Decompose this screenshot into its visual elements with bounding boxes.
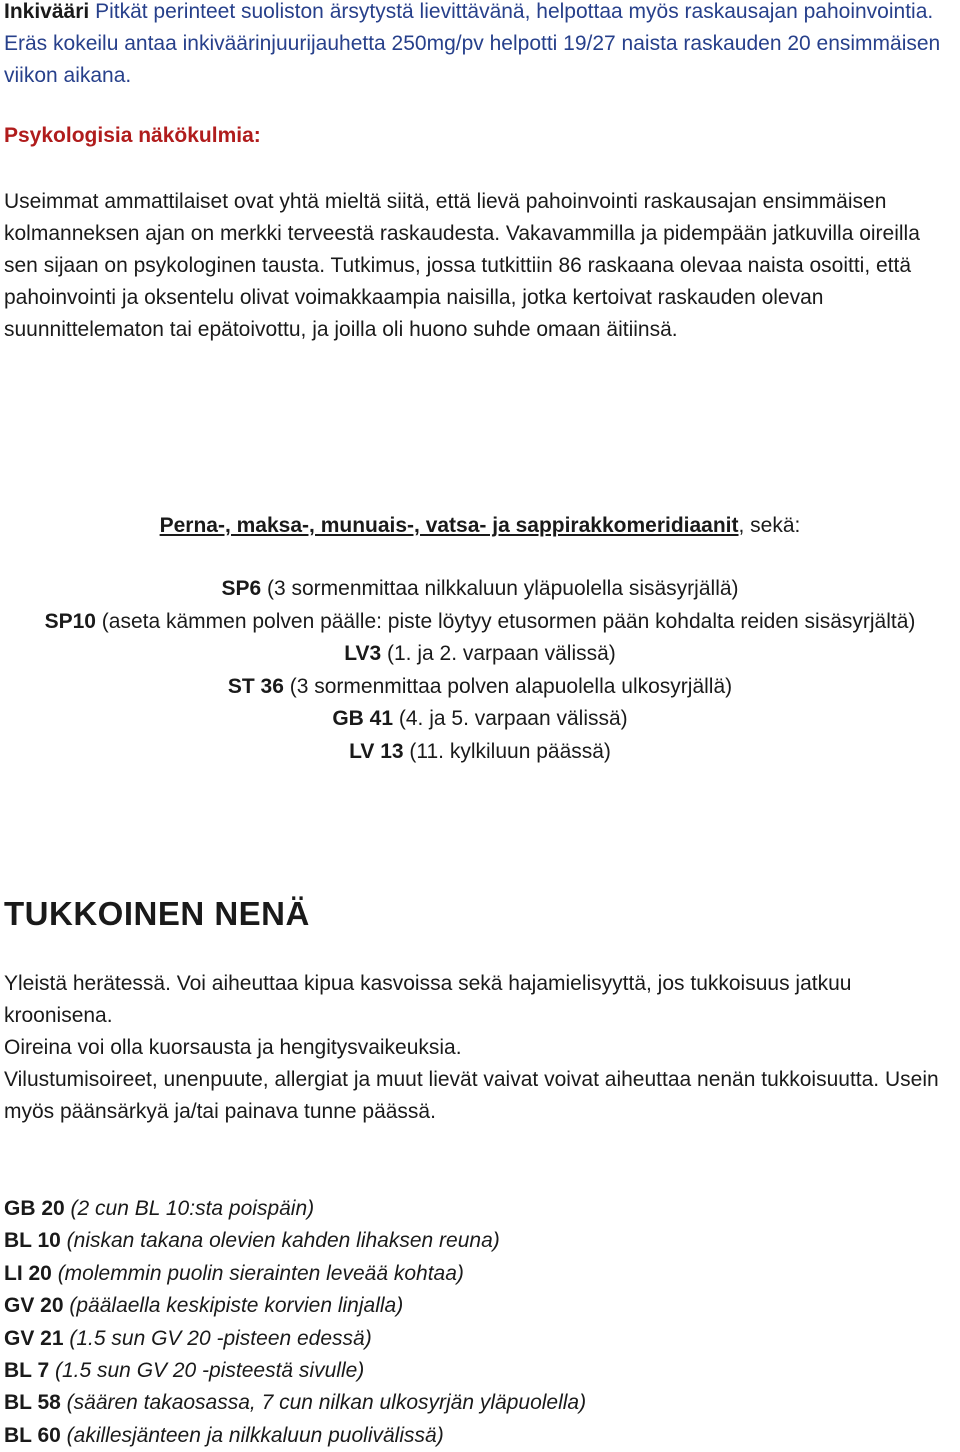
list-item [20,736,940,769]
intro-text-1: Pitkät perinteet suoliston ärsytystä lievittävänä, helpottaa myös raskausajan pahoinvointia. [89,0,934,23]
point-desc: (11. kylkiluun päässä) [403,739,611,763]
point-code: ST 36 [227,674,284,698]
list-item [4,1323,586,1355]
list-item [20,573,940,606]
section-title: TUKKOINEN NENÄ [4,895,310,932]
nose-paragraph-3: Vilustumisoireet, unenpuute, allergiat ja muut lievät vaivat voivat aiheuttaa nenän tukkoisuutta. Usein myös päänsärkyä ja/tai painava tunne päässä. [4,1068,939,1123]
point-code: LV 13 [349,739,404,763]
point-desc: (molemmin puolin sierainten leveää kohtaa) [51,1261,464,1285]
list-item [4,1290,586,1322]
nose-points-list [4,1193,586,1452]
point-code: LI 20 [4,1261,52,1285]
point-code: LV3 [344,642,382,665]
point-code: BL 7 [4,1359,50,1383]
list-item [20,606,940,639]
list-item [4,1387,586,1419]
meridian-line [0,510,960,542]
psych-heading: Psykologisia näkökulmia: [4,124,261,147]
list-item [4,1420,586,1452]
point-code: GB 41 [332,707,394,730]
psych-body: Useimmat ammattilaiset ovat yhtä mieltä siitä, että lievä pahoinvointi raskausajan ensimmäisen kolmanneksen ajan on merkki terveestä raskaudesta. Vakavammilla ja pidempään jatkuvilla oireilla sen sijaan on psykologinen tausta. Tutkimus, jossa tutkittiin 86 raskaana olevaa naista osoitti, että pahoinvointi ja oksentelu olivat voimakkaampia naisilla, jotka kertoivat raskauden olevan suunnittelematon tai epätoivottu, ja joilla oli huono suhde omaan äitiinsä. [4,190,920,341]
point-code: BL 58 [4,1391,61,1415]
list-item [20,671,940,704]
meridian-rest: , sekä: [738,514,801,537]
point-code: SP6 [221,577,262,600]
intro-text-2: Eräs kokeilu antaa inkiväärinjuurijauhetta 250mg/pv helpotti 19/27 naista raskauden 20 ensimmäisen viikon aikana. [4,32,941,87]
point-desc: (säären takaosassa, 7 cun nilkan ulkosyrjän yläpuolella) [60,1391,587,1415]
point-desc: (3 sormenmittaa nilkkaluun yläpuolella sisäsyrjällä) [261,577,739,600]
point-code: GV 20 [4,1294,64,1318]
list-item [4,1193,586,1225]
intro-lead: Inkivääri [4,0,90,23]
point-desc: (päälaella keskipiste korvien linjalla) [63,1294,404,1318]
point-desc: (1.5 sun GV 20 -pisteen edessä) [63,1326,372,1350]
point-desc: (akillesjänteen ja nilkkaluun puolivälissä) [60,1423,444,1447]
list-item [20,638,940,671]
list-item [4,1225,586,1257]
list-item [4,1258,586,1290]
nose-paragraph-2: Oireina voi olla kuorsausta ja hengitysvaikeuksia. [4,1036,462,1059]
point-desc: (aseta kämmen polven päälle: piste löytyy etusormen pään kohdalta reiden sisäsyrjältä) [95,609,916,633]
nose-body [4,968,954,1128]
point-desc: (niskan takana olevien kahden lihaksen reuna) [60,1229,500,1253]
point-code: GV 21 [4,1326,64,1350]
point-desc: (2 cun BL 10:sta poispäin) [64,1197,315,1220]
point-desc: (1.5 sun GV 20 -pisteestä sivulle) [49,1359,365,1383]
intro-paragraph [4,0,954,92]
list-item [20,703,940,736]
meridian-points-list [20,573,940,768]
point-desc: (4. ja 5. varpaan välissä) [393,707,628,730]
point-code: GB 20 [4,1197,65,1220]
point-code: BL 60 [4,1423,61,1447]
list-item [4,1355,586,1387]
point-code: BL 10 [4,1229,61,1253]
point-desc: (3 sormenmittaa polven alapuolella ulkosyrjällä) [283,674,733,698]
nose-paragraph-1: Yleistä herätessä. Voi aiheuttaa kipua kasvoissa sekä hajamielisyyttä, jos tukkoisuus jatkuu kroonisena. [4,972,852,1027]
point-code: SP10 [44,609,96,633]
point-desc: (1. ja 2. varpaan välissä) [381,642,616,665]
meridian-names: Perna-, maksa-, munuais-, vatsa- ja sappirakkomeridiaanit [159,514,739,537]
